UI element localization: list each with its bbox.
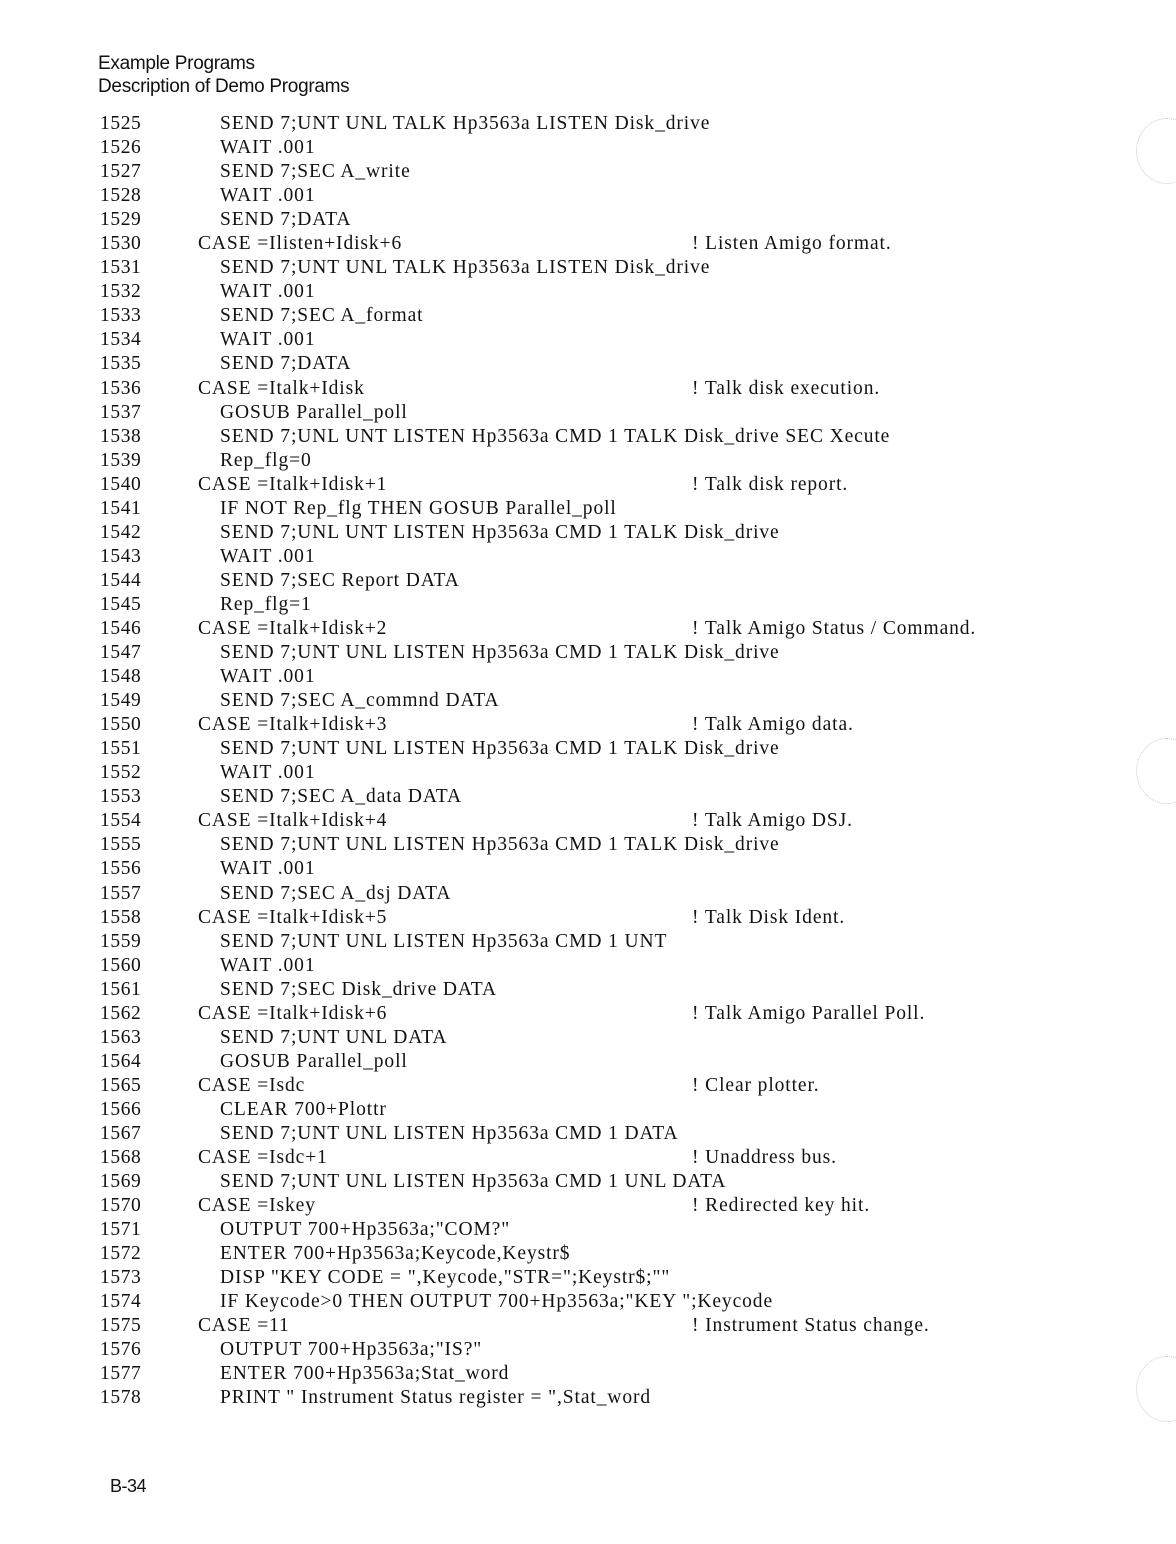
code-line [100,1026,1110,1050]
line-number: 1531 [100,257,142,279]
line-number: 1565 [100,1074,142,1096]
code-statement: IF NOT Rep_flg THEN GOSUB Parallel_poll [220,497,617,519]
punch-hole-mark [1136,1356,1176,1422]
code-statement: SEND 7;DATA [220,209,352,231]
code-statement: SEND 7;SEC A_format [220,305,424,327]
line-number: 1542 [100,521,142,543]
line-number: 1529 [100,209,142,231]
code-statement: SEND 7;UNL UNT LISTEN Hp3563a CMD 1 TALK Disk_drive SEC Xecute [220,425,891,447]
code-line [100,1386,1110,1410]
line-number: 1558 [100,906,142,928]
punch-hole-mark [1136,118,1176,184]
line-number: 1578 [100,1387,142,1409]
line-number: 1538 [100,425,142,447]
code-comment: ! Talk Disk Ident. [692,906,846,928]
line-number: 1570 [100,1195,142,1217]
code-line [100,521,1110,545]
code-statement: SEND 7;UNT UNL LISTEN Hp3563a CMD 1 TALK Disk_drive [220,738,780,760]
code-line [100,1242,1110,1266]
code-line [100,930,1110,954]
line-number: 1567 [100,1122,142,1144]
code-statement: CASE =Isdc+1 [198,1147,328,1169]
code-line [100,232,1110,256]
code-line [100,882,1110,906]
line-number: 1536 [100,377,142,399]
code-statement: ENTER 700+Hp3563a;Stat_word [220,1363,510,1385]
code-line [100,401,1110,425]
section-subtitle: Description of Demo Programs [98,76,350,97]
line-number: 1549 [100,690,142,712]
code-line [100,208,1110,232]
line-number: 1573 [100,1267,142,1289]
code-statement: WAIT .001 [220,329,316,351]
code-line [100,545,1110,569]
code-statement: CASE =Italk+Idisk+5 [198,906,388,928]
line-number: 1532 [100,281,142,303]
page-header [98,52,349,98]
code-statement: WAIT .001 [220,545,316,567]
code-comment: ! Listen Amigo format. [692,233,892,255]
line-number: 1575 [100,1315,142,1337]
code-line [100,1218,1110,1242]
code-line [100,665,1110,689]
code-statement: WAIT .001 [220,185,316,207]
code-statement: CASE =Italk+Idisk+3 [198,714,388,736]
code-line [100,1122,1110,1146]
code-statement: CLEAR 700+Plottr [220,1098,387,1120]
code-comment: ! Unaddress bus. [692,1147,837,1169]
code-statement: SEND 7;UNT UNL LISTEN Hp3563a CMD 1 TALK Disk_drive [220,834,780,856]
code-statement: CASE =Italk+Idisk+4 [198,810,388,832]
line-number: 1557 [100,882,142,904]
code-comment: ! Talk Amigo data. [692,714,854,736]
code-statement: CASE =Isdc [198,1074,306,1096]
code-statement: SEND 7;UNT UNL DATA [220,1026,448,1048]
line-number: 1571 [100,1219,142,1241]
code-statement: SEND 7;SEC A_data DATA [220,786,462,808]
code-statement: SEND 7;SEC A_commnd DATA [220,690,500,712]
line-number: 1546 [100,617,142,639]
code-line [100,1002,1110,1026]
line-number: 1545 [100,593,142,615]
code-line [100,425,1110,449]
section-title: Example Programs [98,53,255,74]
code-statement: DISP "KEY CODE = ",Keycode,"STR=";Keystr$;"" [220,1267,671,1289]
code-statement: SEND 7;UNT UNL LISTEN Hp3563a CMD 1 UNT [220,930,668,952]
line-number: 1566 [100,1098,142,1120]
line-number: 1525 [100,113,142,134]
code-statement: WAIT .001 [220,858,316,880]
line-number: 1561 [100,978,142,1000]
code-line [100,713,1110,737]
line-number: 1551 [100,738,142,760]
code-statement: IF Keycode>0 THEN OUTPUT 700+Hp3563a;"KEY ";Keycode [220,1291,773,1313]
code-line [100,1146,1110,1170]
code-line [100,785,1110,809]
line-number: 1535 [100,353,142,375]
line-number: 1541 [100,497,142,519]
line-number: 1544 [100,569,142,591]
code-line [100,1194,1110,1218]
code-line [100,809,1110,833]
code-line [100,184,1110,208]
line-number: 1563 [100,1026,142,1048]
line-number: 1552 [100,762,142,784]
code-statement: WAIT .001 [220,954,316,976]
code-line [100,833,1110,857]
line-number: 1560 [100,954,142,976]
code-line [100,112,1110,136]
code-comment: ! Instrument Status change. [692,1315,930,1337]
line-number: 1530 [100,233,142,255]
code-statement: WAIT .001 [220,137,316,159]
code-line [100,160,1110,184]
code-line [100,1170,1110,1194]
code-statement: OUTPUT 700+Hp3563a;"COM?" [220,1219,511,1241]
code-statement: Rep_flg=0 [220,449,312,471]
line-number: 1572 [100,1243,142,1265]
line-number: 1569 [100,1171,142,1193]
code-line [100,1338,1110,1362]
code-statement: CASE =Ilisten+Idisk+6 [198,233,403,255]
code-statement: SEND 7;UNT UNL TALK Hp3563a LISTEN Disk_drive [220,113,711,134]
code-statement: ENTER 700+Hp3563a;Keycode,Keystr$ [220,1243,571,1265]
code-statement: WAIT .001 [220,762,316,784]
code-comment: ! Talk disk execution. [692,377,881,399]
code-line [100,1098,1110,1122]
line-number: 1564 [100,1050,142,1072]
code-line [100,473,1110,497]
code-line [100,954,1110,978]
code-statement: SEND 7;SEC Report DATA [220,569,460,591]
code-statement: PRINT " Instrument Status register = ",Stat_word [220,1387,652,1409]
code-line [100,280,1110,304]
code-comment: ! Talk disk report. [692,473,849,495]
line-number: 1568 [100,1147,142,1169]
code-line [100,1362,1110,1386]
code-line [100,569,1110,593]
code-line [100,1050,1110,1074]
code-line [100,352,1110,376]
code-line [100,256,1110,280]
line-number: 1553 [100,786,142,808]
line-number: 1540 [100,473,142,495]
code-statement: CASE =Italk+Idisk+1 [198,473,388,495]
code-statement: GOSUB Parallel_poll [220,401,408,423]
code-line [100,377,1110,401]
line-number: 1577 [100,1363,142,1385]
code-line [100,328,1110,352]
code-line [100,1266,1110,1290]
code-comment: ! Redirected key hit. [692,1195,871,1217]
code-comment: ! Clear plotter. [692,1074,820,1096]
line-number: 1554 [100,810,142,832]
line-number: 1543 [100,545,142,567]
code-line [100,304,1110,328]
code-statement: Rep_flg=1 [220,593,312,615]
page-number: B-34 [110,1476,147,1496]
line-number: 1537 [100,401,142,423]
code-comment: ! Talk Amigo DSJ. [692,810,853,832]
line-number: 1539 [100,449,142,471]
code-line [100,497,1110,521]
code-statement: OUTPUT 700+Hp3563a;"IS?" [220,1339,483,1361]
program-listing [100,112,1110,1411]
line-number: 1550 [100,714,142,736]
line-number: 1548 [100,666,142,688]
line-number: 1527 [100,161,142,183]
code-line [100,857,1110,881]
punch-hole-mark [1136,738,1176,804]
line-number: 1555 [100,834,142,856]
line-number: 1534 [100,329,142,351]
code-line [100,906,1110,930]
code-statement: SEND 7;UNT UNL TALK Hp3563a LISTEN Disk_drive [220,257,711,279]
code-line [100,689,1110,713]
line-number: 1526 [100,137,142,159]
code-line [100,641,1110,665]
code-statement: SEND 7;SEC Disk_drive DATA [220,978,497,1000]
line-number: 1562 [100,1002,142,1024]
line-number: 1556 [100,858,142,880]
code-line [100,1314,1110,1338]
line-number: 1533 [100,305,142,327]
code-statement: CASE =Italk+Idisk+6 [198,1002,388,1024]
code-statement: CASE =Italk+Idisk [198,377,365,399]
line-number: 1574 [100,1291,142,1313]
code-statement: CASE =11 [198,1315,290,1337]
code-statement: SEND 7;UNL UNT LISTEN Hp3563a CMD 1 TALK Disk_drive [220,521,780,543]
code-line [100,617,1110,641]
line-number: 1559 [100,930,142,952]
code-statement: CASE =Iskey [198,1195,316,1217]
code-line [100,449,1110,473]
code-statement: SEND 7;UNT UNL LISTEN Hp3563a CMD 1 UNL DATA [220,1171,727,1193]
code-line [100,978,1110,1002]
code-line [100,737,1110,761]
code-statement: WAIT .001 [220,666,316,688]
line-number: 1528 [100,185,142,207]
code-statement: SEND 7;DATA [220,353,352,375]
code-line [100,593,1110,617]
code-statement: SEND 7;UNT UNL LISTEN Hp3563a CMD 1 TALK Disk_drive [220,642,780,664]
code-line [100,1074,1110,1098]
code-line [100,136,1110,160]
code-comment: ! Talk Amigo Status / Command. [692,617,977,639]
code-statement: CASE =Italk+Idisk+2 [198,617,388,639]
code-line [100,1290,1110,1314]
code-statement: WAIT .001 [220,281,316,303]
code-statement: SEND 7;SEC A_dsj DATA [220,882,452,904]
code-line [100,761,1110,785]
code-comment: ! Talk Amigo Parallel Poll. [692,1002,926,1024]
line-number: 1576 [100,1339,142,1361]
code-statement: SEND 7;SEC A_write [220,161,411,183]
line-number: 1547 [100,642,142,664]
code-statement: GOSUB Parallel_poll [220,1050,408,1072]
code-statement: SEND 7;UNT UNL LISTEN Hp3563a CMD 1 DATA [220,1122,679,1144]
